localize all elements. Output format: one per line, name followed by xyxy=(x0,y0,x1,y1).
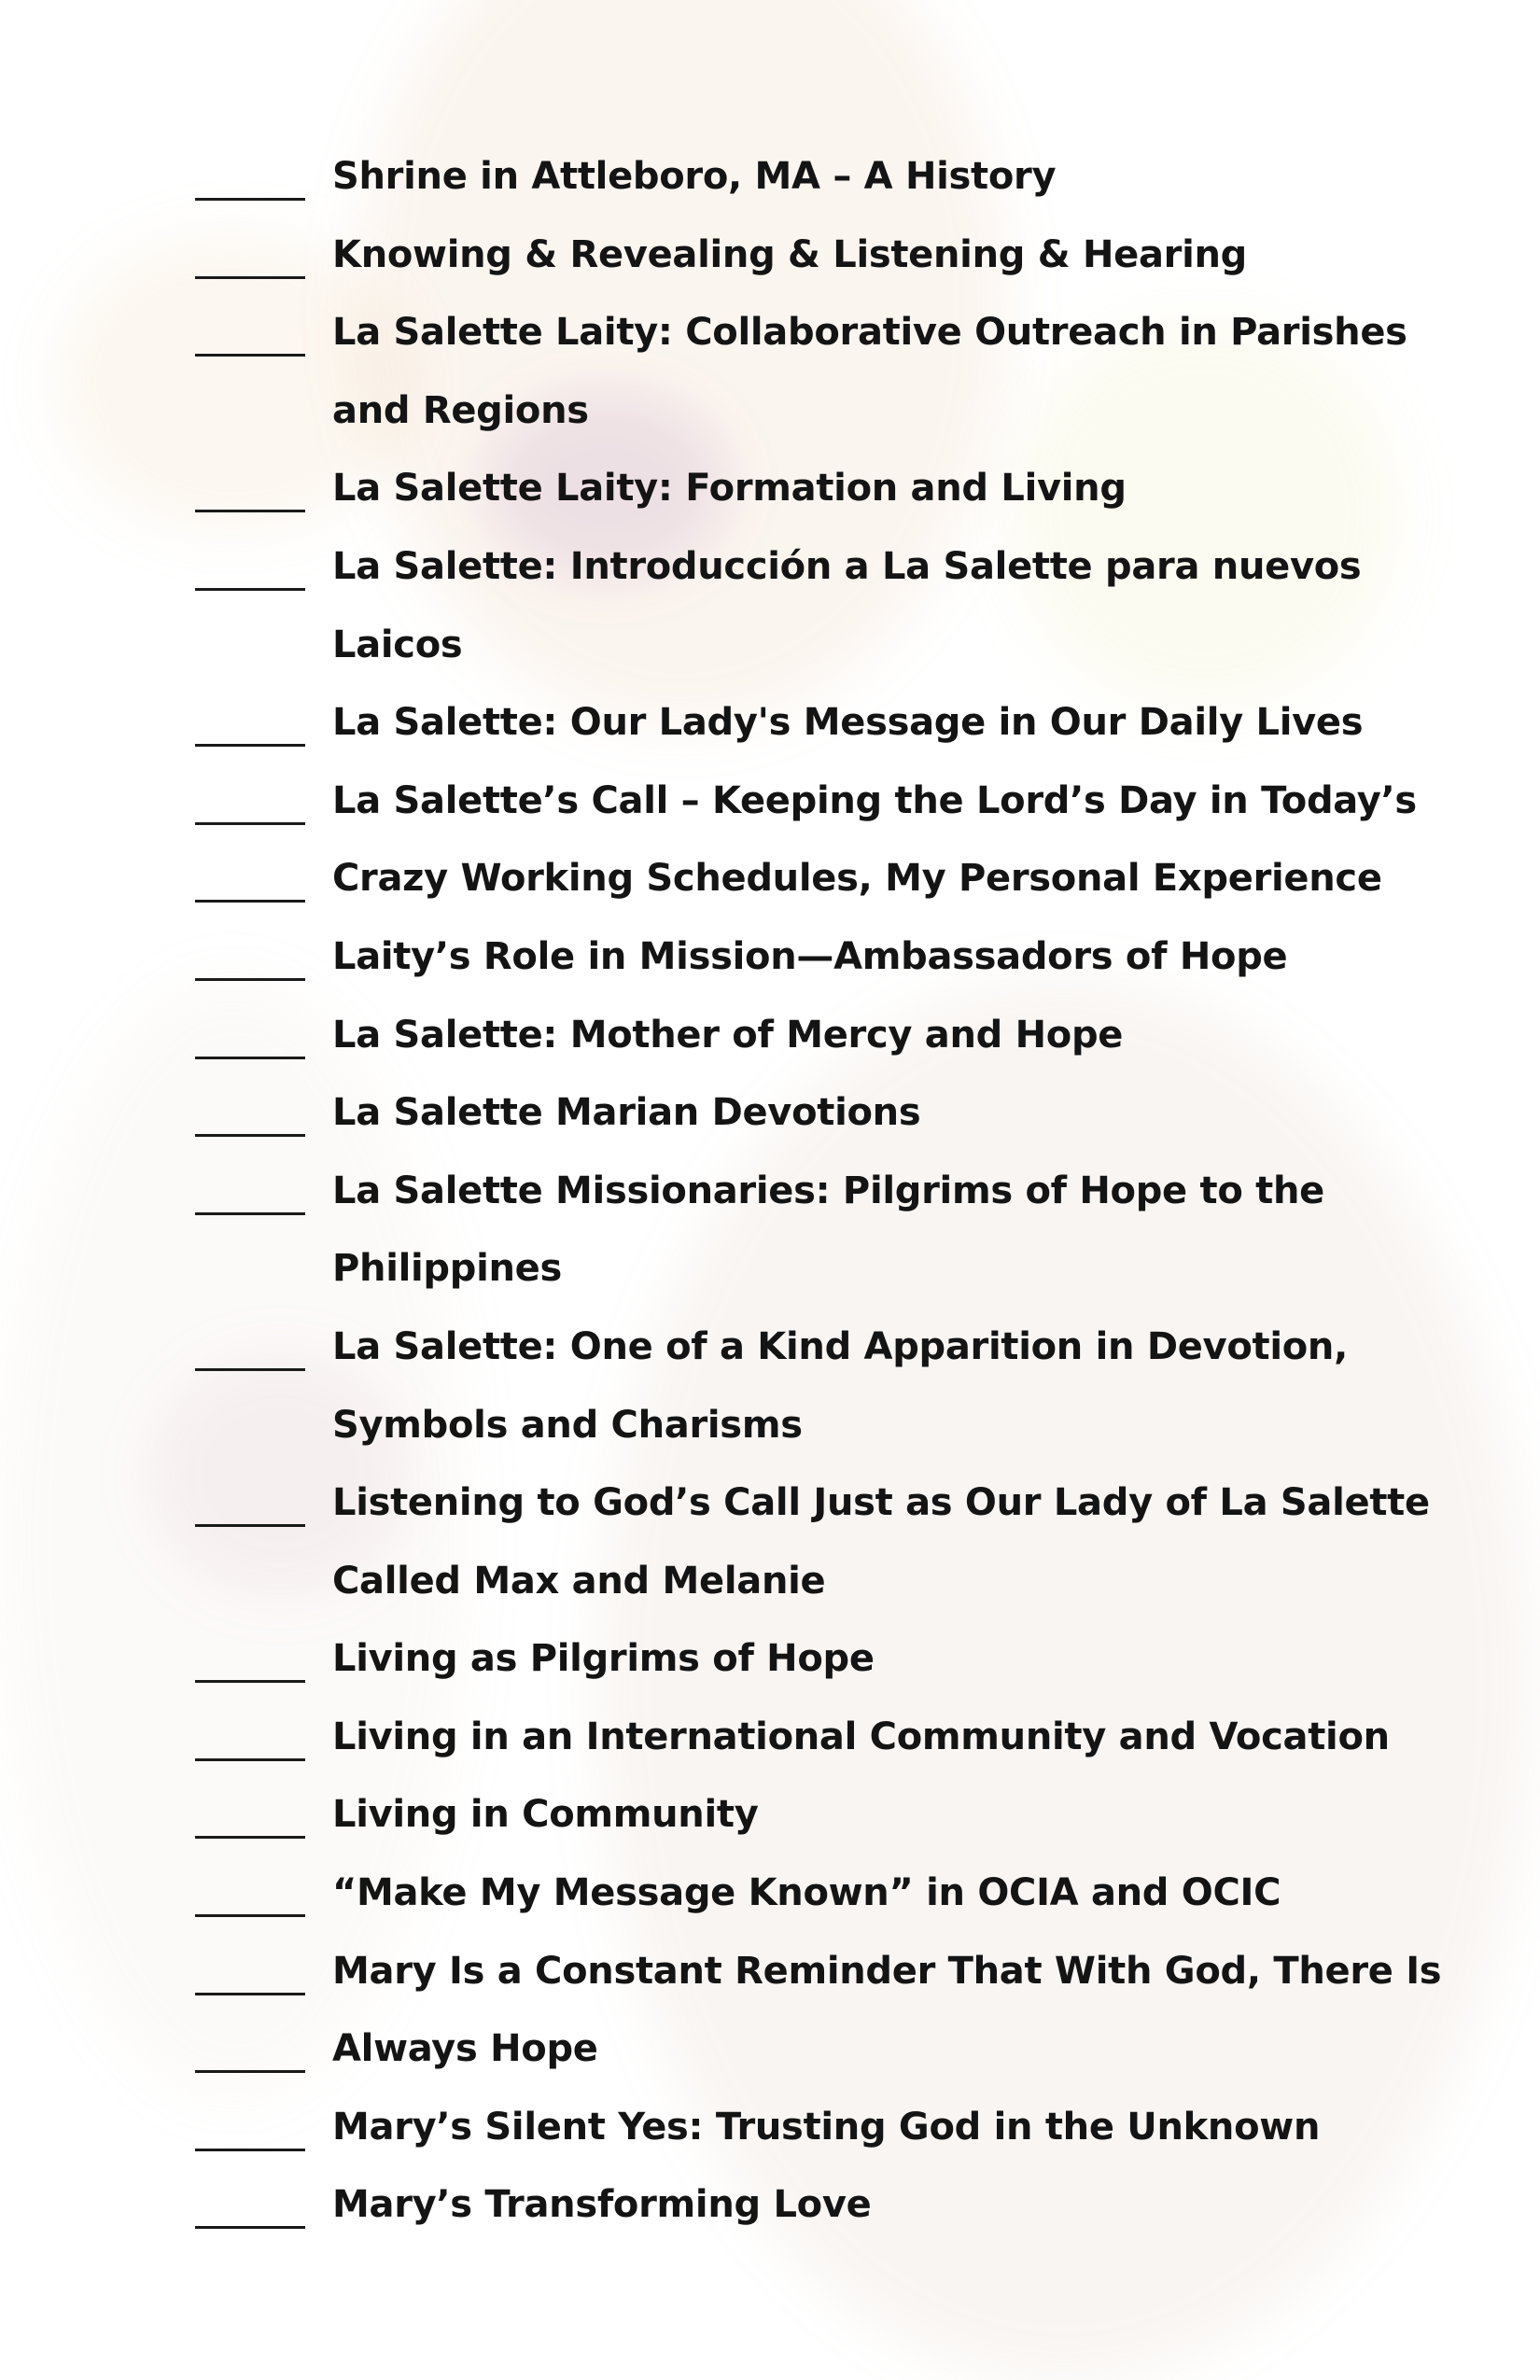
checklist-item xyxy=(191,1870,1517,1949)
topic-title: Living in an International Community and Vocation xyxy=(332,1715,1390,1758)
checklist-item xyxy=(191,778,1517,857)
fill-in-blank-line[interactable] xyxy=(195,2149,305,2151)
fill-in-blank-line[interactable] xyxy=(195,1758,305,1761)
checklist-item xyxy=(191,1636,1517,1715)
checklist-item xyxy=(191,232,1517,311)
topic-title: “Make My Message Known” in OCIA and OCIC xyxy=(332,1871,1281,1915)
fill-in-blank-line[interactable] xyxy=(195,2226,305,2229)
fill-in-blank-line[interactable] xyxy=(195,822,305,825)
fill-in-blank-line[interactable] xyxy=(195,1368,305,1371)
fill-in-blank-line[interactable] xyxy=(195,900,305,903)
topic-title: Called Max and Melanie xyxy=(332,1559,826,1603)
topic-title: La Salette: One of a Kind Apparition in Devotion, xyxy=(332,1324,1348,1368)
topic-checklist xyxy=(191,154,1517,2261)
topic-title: La Salette Marian Devotions xyxy=(332,1091,921,1135)
checklist-item xyxy=(191,1715,1517,1793)
topic-title: Symbols and Charisms xyxy=(332,1403,803,1447)
checklist-item xyxy=(191,466,1517,544)
topic-title: Philippines xyxy=(332,1247,563,1291)
fill-in-blank-line[interactable] xyxy=(195,1914,305,1917)
checklist-item xyxy=(191,2026,1517,2105)
topic-title: La Salette: Our Lady's Message in Our Daily Lives xyxy=(332,701,1364,745)
checklist-item xyxy=(191,154,1517,232)
checklist-item xyxy=(191,2105,1517,2183)
topic-title: La Salette: Mother of Mercy and Hope xyxy=(332,1013,1124,1057)
topic-title: Laicos xyxy=(332,623,463,666)
topic-title: Mary Is a Constant Reminder That With God, There Is xyxy=(332,1949,1442,1993)
topic-title: Living as Pilgrims of Hope xyxy=(332,1637,875,1681)
topic-title: La Salette: Introducción a La Salette para nuevos xyxy=(332,544,1362,588)
fill-in-blank-line[interactable] xyxy=(195,1836,305,1839)
fill-in-blank-line[interactable] xyxy=(195,1212,305,1215)
fill-in-blank-line[interactable] xyxy=(195,588,305,591)
checklist-item-continuation xyxy=(191,1246,1517,1324)
fill-in-blank-line[interactable] xyxy=(195,198,305,201)
topic-title: Living in Community xyxy=(332,1793,759,1837)
topic-title: and Regions xyxy=(332,388,589,432)
checklist-item xyxy=(191,1949,1517,2027)
fill-in-blank-line[interactable] xyxy=(195,354,305,357)
fill-in-blank-line[interactable] xyxy=(195,1524,305,1527)
checklist-item xyxy=(191,1324,1517,1403)
topic-title: Laity’s Role in Mission—Ambassadors of Hope xyxy=(332,934,1288,978)
checklist-item xyxy=(191,1169,1517,1247)
topic-title: La Salette’s Call – Keeping the Lord’s Day in Today’s xyxy=(332,778,1417,822)
checklist-item xyxy=(191,544,1517,623)
fill-in-blank-line[interactable] xyxy=(195,2070,305,2073)
checklist-item xyxy=(191,1013,1517,1091)
topic-title: Mary’s Silent Yes: Trusting God in the Unknown xyxy=(332,2105,1321,2149)
checklist-item-continuation xyxy=(191,1403,1517,1481)
checklist-item xyxy=(191,1480,1517,1559)
fill-in-blank-line[interactable] xyxy=(195,1134,305,1137)
checklist-item-continuation xyxy=(191,623,1517,701)
topic-title: Crazy Working Schedules, My Personal Experience xyxy=(332,857,1382,901)
checklist-item xyxy=(191,1792,1517,1870)
checklist-item xyxy=(191,700,1517,778)
fill-in-blank-line[interactable] xyxy=(195,744,305,747)
checklist-item-continuation xyxy=(191,388,1517,467)
checklist-item xyxy=(191,1090,1517,1169)
topic-title: La Salette Laity: Formation and Living xyxy=(332,467,1127,511)
fill-in-blank-line[interactable] xyxy=(195,510,305,512)
checklist-item xyxy=(191,2182,1517,2261)
fill-in-blank-line[interactable] xyxy=(195,1993,305,1995)
fill-in-blank-line[interactable] xyxy=(195,1057,305,1059)
topic-title: Listening to God’s Call Just as Our Lady of La Salette xyxy=(332,1481,1430,1525)
topic-title: La Salette Laity: Collaborative Outreach in Parishes xyxy=(332,311,1407,355)
checklist-item xyxy=(191,310,1517,388)
fill-in-blank-line[interactable] xyxy=(195,978,305,981)
checklist-item-continuation xyxy=(191,1559,1517,1637)
topic-title: La Salette Missionaries: Pilgrims of Hope to the xyxy=(332,1169,1324,1212)
checklist-item xyxy=(191,934,1517,1013)
fill-in-blank-line[interactable] xyxy=(195,276,305,279)
checklist-item xyxy=(191,856,1517,934)
topic-title: Knowing & Revealing & Listening & Hearing xyxy=(332,232,1247,276)
topic-title: Shrine in Attleboro, MA – A History xyxy=(332,155,1057,198)
fill-in-blank-line[interactable] xyxy=(195,1680,305,1683)
topic-title: Mary’s Transforming Love xyxy=(332,2183,872,2227)
topic-title: Always Hope xyxy=(332,2027,598,2071)
